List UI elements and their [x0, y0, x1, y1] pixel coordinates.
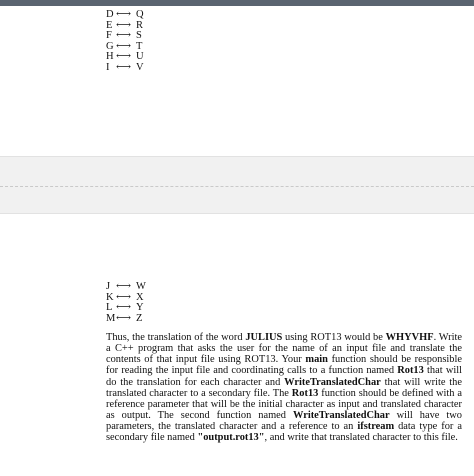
double-arrow-icon: ⟷ [116, 30, 132, 42]
double-arrow-icon: ⟷ [116, 61, 132, 73]
mapping-from: I [106, 61, 110, 73]
text-run: that will write the translated character to a secondary file. The [106, 376, 462, 399]
mapping-to: Y [136, 302, 144, 314]
mapping-row [106, 314, 146, 325]
double-arrow-icon: ⟷ [116, 9, 132, 20]
mapping-to: S [136, 30, 142, 42]
mapping-to: R [136, 19, 144, 31]
text-run: function should be defined with a reference parameter that will be the initial character as input and translated character as output. The second function named [106, 387, 462, 422]
mapping-from: D [106, 9, 114, 20]
double-arrow-icon: ⟷ [116, 302, 132, 314]
function-rot13: Rot13 [397, 365, 424, 377]
double-arrow-icon: ⟷ [116, 19, 132, 31]
mapping-row [106, 63, 144, 74]
mapping-from: K [106, 291, 114, 303]
page-break-line [0, 186, 474, 187]
text-run: will have two parameters, the translated character and a reference to an [106, 410, 462, 433]
function-write-translated-char: WriteTranslatedChar [293, 410, 390, 422]
function-rot13: Rot13 [291, 387, 319, 399]
page-break-gap [0, 156, 474, 214]
mapping-to: T [136, 40, 143, 52]
mapping-to: X [136, 291, 144, 303]
mapping-from: M [106, 312, 116, 324]
mapping-row [106, 10, 144, 21]
text-run: data type for a secondary file named [106, 421, 462, 444]
text-run: using ROT13 would be [282, 332, 386, 343]
mapping-to: U [136, 51, 144, 63]
mapping-from: J [106, 281, 111, 292]
text-run: Thus, the translation of the word [106, 332, 246, 343]
double-arrow-icon: ⟷ [116, 291, 132, 303]
mapping-from: H [106, 51, 114, 63]
mapping-to: W [136, 281, 146, 292]
text-run: , and write that translated character to this file. [264, 432, 458, 444]
double-arrow-icon: ⟷ [116, 312, 132, 324]
text-run: . Write a C++ program that asks the user for the name of an input file and translate the contents of that input file using ROT13. Your [106, 332, 462, 366]
mapping-from: L [106, 302, 113, 314]
mapping-from: F [106, 30, 112, 42]
text-run: function should be responsible for reading the input file and coordinating calls to a function named [106, 354, 462, 377]
filename-output-rot13: "output.rot13" [197, 432, 265, 444]
double-arrow-icon: ⟷ [116, 40, 132, 52]
document-page-upper [0, 6, 474, 156]
keyword-ifstream: ifstream [357, 421, 395, 433]
mapping-from: E [106, 19, 113, 31]
text-run: that will do the translation for each character and [106, 365, 462, 388]
double-arrow-icon: ⟷ [116, 51, 132, 63]
rot13-mapping-list-lower [106, 282, 146, 324]
mapping-row [106, 282, 146, 293]
function-write-translated-char: WriteTranslatedChar [284, 376, 381, 388]
mapping-to: Q [136, 9, 144, 20]
word-whyvhf: WHYVHF [385, 332, 434, 343]
word-julius: JULIUS [245, 332, 283, 343]
mapping-to: V [136, 61, 144, 73]
mapping-to: Z [136, 312, 143, 324]
keyword-main: main [305, 354, 328, 366]
rot13-mapping-list-upper [106, 10, 144, 74]
mapping-from: G [106, 40, 114, 52]
assignment-paragraph [106, 332, 462, 444]
double-arrow-icon: ⟷ [116, 281, 132, 292]
